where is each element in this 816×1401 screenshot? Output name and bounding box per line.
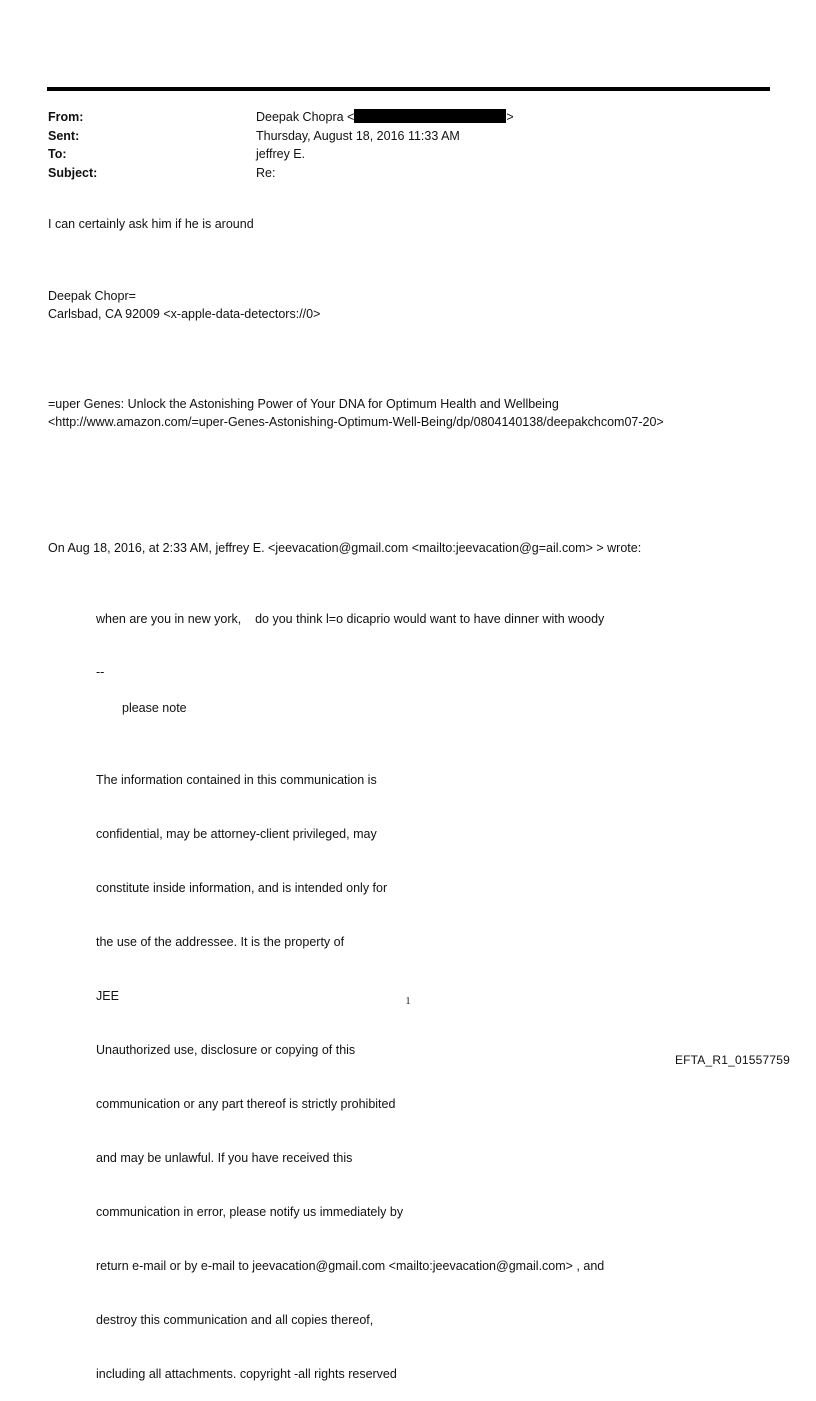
disclaimer-line: The information contained in this communication is	[96, 773, 377, 787]
subject-row	[48, 164, 748, 183]
sent-value: Thursday, August 18, 2016 11:33 AM	[256, 128, 460, 143]
email-header	[48, 108, 748, 182]
disclaimer-line: Unauthorized use, disclosure or copying of this	[96, 1043, 356, 1057]
to-label: To:	[48, 147, 67, 161]
disclaimer-line: JEE	[96, 989, 119, 1003]
disclaimer-line: and may be unlawful. If you have received this	[96, 1151, 353, 1165]
subject-value: Re:	[256, 165, 276, 180]
disclaimer-line: constitute inside information, and is intended only for	[96, 881, 388, 895]
from-name: Deepak Chopra <	[256, 110, 355, 124]
from-label: From:	[48, 110, 84, 124]
quoted-message: when are you in new york, do you think l=o dicaprio would want to have dinner with woody	[96, 612, 605, 626]
from-value	[256, 108, 514, 127]
document-id: EFTA_R1_01557759	[674, 1053, 790, 1067]
from-row	[48, 108, 748, 127]
book-title: =uper Genes: Unlock the Astonishing Power of Your DNA for Optimum Health and Wellbeing	[48, 397, 559, 411]
to-value: jeffrey E.	[256, 147, 306, 161]
signature-name: Deepak Chopr=	[48, 289, 136, 303]
disclaimer-line: destroy this communication and all copies thereof,	[96, 1313, 374, 1327]
reply-text: I can certainly ask him if he is around	[48, 217, 254, 231]
book-link: <http://www.amazon.com/=uper-Genes-Astonishing-Optimum-Well-Being/dp/0804140138/deepakchcom07-20>	[48, 415, 664, 429]
header-rule	[47, 87, 770, 91]
disclaimer-line: communication or any part thereof is strictly prohibited	[96, 1097, 396, 1111]
disclaimer-line: including all attachments. copyright -all rights reserved	[96, 1367, 397, 1381]
disclaimer-line: confidential, may be attorney-client privileged, may	[96, 827, 377, 841]
disclaimer-line: communication in error, please notify us immediately by	[96, 1205, 404, 1219]
redaction-bar	[354, 109, 506, 123]
subject-label: Subject:	[48, 165, 98, 180]
signature-address: Carlsbad, CA 92009 <x-apple-data-detectors://0>	[48, 307, 321, 321]
page-number: 1	[405, 996, 411, 1007]
signature-dash: --	[96, 665, 105, 679]
disclaimer-block	[96, 735, 604, 1401]
sent-label: Sent:	[48, 128, 80, 143]
from-suffix: >	[506, 110, 514, 124]
disclaimer-line: return e-mail or by e-mail to jeevacation@gmail.com <mailto:jeevacation@gmail.com> , and	[96, 1259, 605, 1273]
disclaimer-line: the use of the addressee. It is the property of	[96, 935, 345, 949]
sent-row	[48, 127, 748, 146]
to-row	[48, 145, 748, 164]
please-note: please note	[122, 701, 187, 715]
quote-header: On Aug 18, 2016, at 2:33 AM, jeffrey E. <jeevacation@gmail.com <mailto:jeevacation@g=ail.com> > wrote:	[48, 541, 642, 555]
